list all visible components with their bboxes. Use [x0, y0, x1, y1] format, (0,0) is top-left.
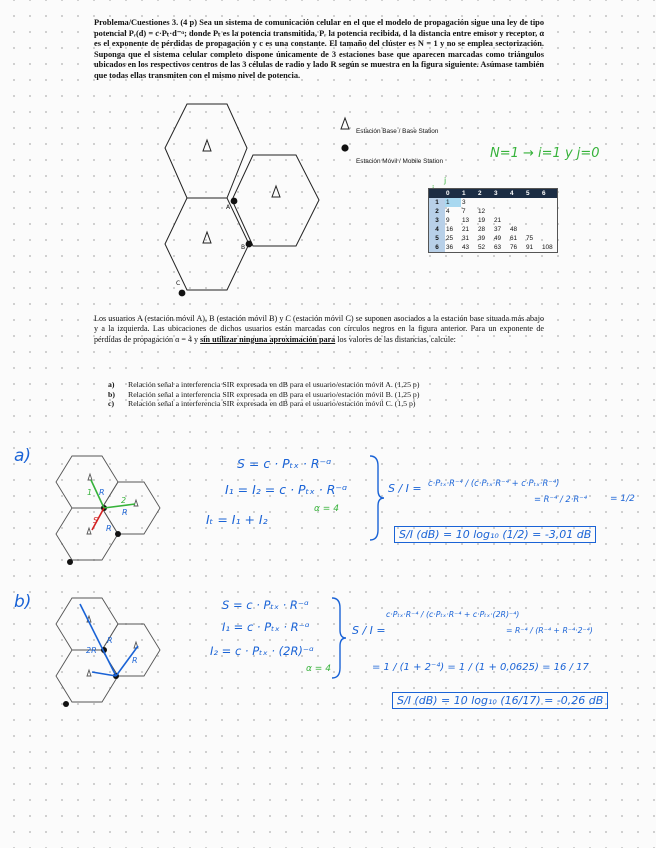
table-cell [541, 234, 558, 243]
table-cell [509, 216, 525, 225]
table-cell-highlight: 1 [445, 198, 461, 207]
label-a: A [226, 204, 231, 211]
base-station-triangle-right [272, 186, 280, 197]
solution-a-eq-it: Iₜ = I₁ + I₂ [206, 512, 268, 527]
problem-body: Sea un sistema de comunicación celular en el que el modelo de propagación sigue una ley de tipo potencial Pᵣ(d) = c·Pₜ·d⁻ᵅ; donde Pₜ es la potencia transmitida, Pᵣ la potencia recibida, d la distancia entre emisor y receptor, α es el exponente de pérdidas de propagación y c es una constante. El tamaño del clúster es N = 1 y no se emplea sectorización. Suponga que el sistema celular completo dispone únicamente de 3 estaciones base que aparecen marcadas como triángulos ubicados en los respectivos centros de las 3 células de radio y lado R según se muestra en la figura siguiente. Asúmase también que todas ellas transmiten con el mismo nivel de potencia. [94, 18, 545, 80]
solution-b-result-box: S/I (dB) = 10 log₁₀ (16/17) = -0,26 dB [392, 692, 608, 709]
table-corner [429, 189, 446, 199]
table-cell: 91 [526, 244, 534, 251]
solution-a-ratio-lhs: S / I = [388, 482, 422, 495]
table-row [429, 234, 558, 243]
solution-b-ratio-mid: c·Pₜₓ·R⁻⁴ / (c·Pₜₓ·R⁻⁴ + c·Pₜₓ·(2R)⁻⁴) [386, 610, 520, 619]
sketch-b-arrow-r2 [92, 672, 116, 676]
table-row-index: 1 [429, 198, 446, 207]
users-paragraph-text: Los usuarios A (estación móvil A), B (estación móvil B) y C (estación móvil C) se suponen asociados a la estación base situada más abajo y a la izquierda. Las ubicaciones de dichos usuarios están marcadas con círculos negros en la figura anterior. Para un exponente de pérdidas de propagación α = 4 y [94, 314, 544, 344]
table-row [429, 216, 558, 225]
table-cell [493, 207, 509, 216]
sketch-b-label-r: R [107, 636, 113, 645]
table-header-cell: 2 [477, 189, 493, 199]
solution-a-result-box: S/I (dB) = 10 log₁₀ (1/2) = -3,01 dB [394, 526, 596, 543]
solution-b-eq-s: S = c · Pₜₓ · R⁻ᵅ [222, 598, 309, 612]
table-cell [525, 216, 541, 225]
question-item [108, 380, 538, 390]
table-header-cell: 0 [445, 189, 461, 199]
mobile-station-b [246, 241, 253, 248]
table-cell [541, 198, 558, 207]
users-paragraph [94, 314, 544, 345]
table-cell [509, 207, 525, 216]
question-text: Relación señal a interferencia SIR expresada en dB para el usuario/estación móvil B. (1,25 p) [128, 389, 420, 399]
solution-b-alpha: α = 4 [306, 664, 331, 674]
table-row-index: 3 [429, 216, 446, 225]
brace-b [332, 598, 346, 678]
figure-legend [342, 118, 443, 174]
label-b: B [241, 244, 246, 251]
solution-a-ratio-result: = 1/2 [610, 494, 635, 504]
mobile-station-c [179, 290, 186, 297]
question-item [108, 390, 538, 400]
table-cell: 25 [446, 235, 454, 242]
sketch-a-label-2: 2 [121, 496, 127, 505]
solution-a-alpha: α = 4 [314, 504, 339, 514]
table-row-index: 4 [429, 225, 446, 234]
legend-base-station: Estación Base / Base Station [356, 127, 439, 135]
solution-b-eq-i2: I₂ = c · Pₜₓ · (2R)⁻ᵅ [210, 644, 314, 658]
table-cell: 36 [446, 244, 454, 251]
table-cell: 49 [494, 235, 502, 242]
table-row [429, 243, 558, 253]
sketch-b-label-r: R [132, 656, 138, 665]
table-cell: 75 [526, 235, 534, 242]
solution-b-eq-i1: I₁ = c · Pₜₓ · R⁻ᵅ [222, 620, 310, 634]
table-cell: 7 [462, 208, 466, 215]
table-cell: 19 [478, 217, 486, 224]
solution-b-ratio-lhs: S / I = [352, 624, 386, 637]
solution-a-eq-i: I₁ = I₂ = c · Pₜₓ · R⁻ᵅ [225, 482, 348, 497]
question-text: Relación señal a interferencia SIR expresada en dB para el usuario/estación móvil A. (1,25 p) [128, 380, 420, 389]
sketch-b [56, 598, 160, 702]
sketch-a-label-r: R [106, 524, 112, 533]
table-cell: 31 [462, 235, 470, 242]
table-row-index: 5 [429, 234, 446, 243]
table-row [429, 225, 558, 234]
label-c: C [176, 280, 181, 287]
solution-a-label: a) [14, 446, 32, 466]
sketch-a-label-r: R [99, 488, 105, 497]
table-header-cell: 4 [509, 189, 525, 199]
table-cell: 108 [542, 244, 553, 251]
table-cell: 4 [446, 208, 450, 215]
table-header-cell: 6 [541, 189, 558, 199]
cluster-size-table [428, 188, 558, 253]
base-station-triangle-bottom [203, 232, 211, 243]
table-cell: 12 [478, 208, 486, 215]
sketch-b-mobile-c [63, 701, 69, 707]
table-header-cell: 1 [461, 189, 477, 199]
table-row [429, 198, 558, 207]
sketch-b-label-2r: 2R [86, 646, 97, 655]
mobile-station-a [231, 198, 238, 205]
table-j-marker: j [444, 176, 447, 185]
sketch-a-label-s: S [93, 516, 99, 525]
table-cell: 37 [494, 226, 502, 233]
table-cell: 3 [462, 199, 466, 206]
sketch-a-mobile-c [67, 559, 73, 565]
solution-a-ratio-mid2: = R⁻⁴ / 2·R⁻⁴ [534, 494, 588, 504]
solution-a-ratio-mid: c·Pₜₓ·R⁻⁴ / (c·Pₜₓ·R⁻⁴ + c·Pₜₓ·R⁻⁴) [428, 478, 560, 488]
question-text: Relación señal a interferencia SIR expresada en dB para el usuario/estación móvil C. (1,5 p) [128, 399, 416, 409]
problem-heading: Problema/Cuestiones 3. (4 p) [94, 18, 198, 27]
sketch-a-label-1: 1 [87, 488, 93, 497]
sketch-a-label-r: R [122, 508, 128, 517]
table-cell: 63 [494, 244, 502, 251]
table-cell [509, 198, 525, 207]
table-cell [493, 198, 509, 207]
table-cell [541, 207, 558, 216]
table-cell [525, 198, 541, 207]
table-cell: 13 [462, 217, 470, 224]
table-cell: 21 [462, 226, 470, 233]
table-cell [541, 225, 558, 234]
users-paragraph-tail: los valores de las distancias, calcule: [337, 334, 456, 344]
question-list [108, 380, 538, 409]
question-label: c) [108, 399, 115, 409]
table-cell: 43 [462, 244, 470, 251]
users-paragraph-emphasis: sin utilizar ninguna aproximación para [200, 334, 336, 344]
solution-a-eq-s: S = c · Pₜₓ · R⁻ᵅ [237, 456, 332, 471]
legend-mobile-station: Estación Móvil / Mobile Station [356, 157, 444, 165]
table-cell: 48 [510, 226, 518, 233]
table-cell: 61 [510, 235, 518, 242]
table-cell: 9 [446, 217, 450, 224]
table-header-cell: 3 [493, 189, 509, 199]
table-cell [541, 216, 558, 225]
table-cell: 39 [478, 235, 486, 242]
table-header-cell: 5 [525, 189, 541, 199]
question-label: a) [108, 380, 115, 389]
table-row [429, 207, 558, 216]
brace-a [370, 456, 384, 540]
table-row-index: 2 [429, 207, 446, 216]
sketch-a-mobile-b [115, 531, 121, 537]
sketch-a-arrow-2 [104, 504, 135, 508]
solution-b-ratio-mid2: = R⁻⁴ / (R⁻⁴ + R⁻⁴·2⁻⁴) [506, 626, 593, 635]
table-cell: 21 [494, 217, 502, 224]
hex-cell-bottom [165, 198, 249, 290]
table-cell: 28 [478, 226, 486, 233]
table-cell: 52 [478, 244, 486, 251]
table-header-row [429, 189, 558, 199]
hex-cell-right [232, 155, 319, 246]
cluster-note: N=1 → i=1 y j=0 [490, 146, 600, 161]
question-item [108, 399, 538, 409]
solution-b-line2: = 1 / (1 + 2⁻⁴) = 1 / (1 + 0,0625) = 16 / 17 [372, 662, 589, 673]
table-cell [477, 198, 493, 207]
table-cell: 76 [510, 244, 518, 251]
table-row-index: 6 [429, 243, 446, 253]
solution-b-label: b) [14, 592, 32, 612]
table-cell [525, 225, 541, 234]
table-cell: 16 [446, 226, 454, 233]
question-label: b) [108, 389, 115, 399]
table-cell [525, 207, 541, 216]
base-station-triangle-top [203, 140, 211, 151]
